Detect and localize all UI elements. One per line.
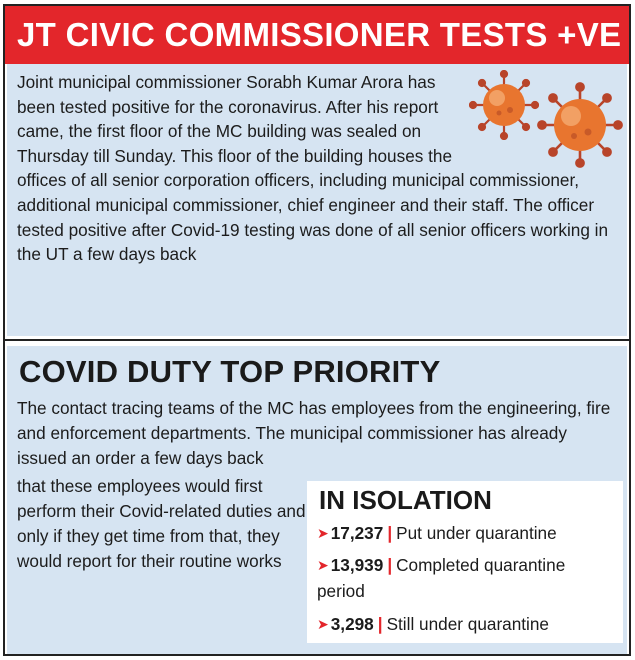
isolation-row: ➤ 13,939 | Completed quarantine period: [317, 555, 566, 601]
arrow-icon: ➤: [317, 525, 329, 541]
priority-text: The contact tracing teams of the MC has employees from the engineering, fire and enforcement departments. The municipal commissioner has already issued an order a few days back: [17, 398, 611, 468]
isolation-label: Still under quarantine: [386, 614, 549, 634]
isolation-row: ➤ 17,237 | Put under quarantine: [317, 521, 617, 547]
isolation-label: Put under quarantine: [396, 523, 557, 543]
story-body: [17, 70, 617, 267]
arrow-icon: ➤: [317, 616, 329, 632]
arrow-icon: ➤: [317, 557, 329, 573]
priority-text-continued: that these employees would first perform their Covid-related duties and only if they get time from that, they would report for their routine works: [17, 476, 306, 571]
section-divider: [5, 339, 629, 345]
story-text: Joint municipal commissioner Sorabh Kumar Arora has been tested positive for the coronavirus. After his report came, the first floor of the MC building was sealed on Thursday till Sunday. This floor of the building houses the offices of all senior corporation officers, including municipal commissioner, additional municipal commissioner, chief engineer and their staff. The officer tested positive after Covid-19 testing was done of all senior officers working in the UT a few days back: [17, 72, 609, 265]
story-panel: [7, 64, 627, 336]
isolation-number: 13,939: [330, 555, 384, 575]
isolation-number: 17,237: [330, 523, 384, 543]
isolation-title: IN ISOLATION: [319, 485, 492, 515]
priority-title: COVID DUTY TOP PRIORITY: [19, 354, 441, 389]
isolation-label: Completed quarantine period: [317, 555, 566, 601]
headline: JT CIVIC COMMISSIONER TESTS +VE: [5, 6, 629, 64]
news-graphic: [3, 4, 631, 656]
isolation-row: ➤ 3,298 | Still under quarantine: [317, 612, 617, 638]
isolation-number: 3,298: [330, 614, 374, 634]
priority-panel: [7, 346, 627, 654]
isolation-box: [307, 481, 623, 643]
